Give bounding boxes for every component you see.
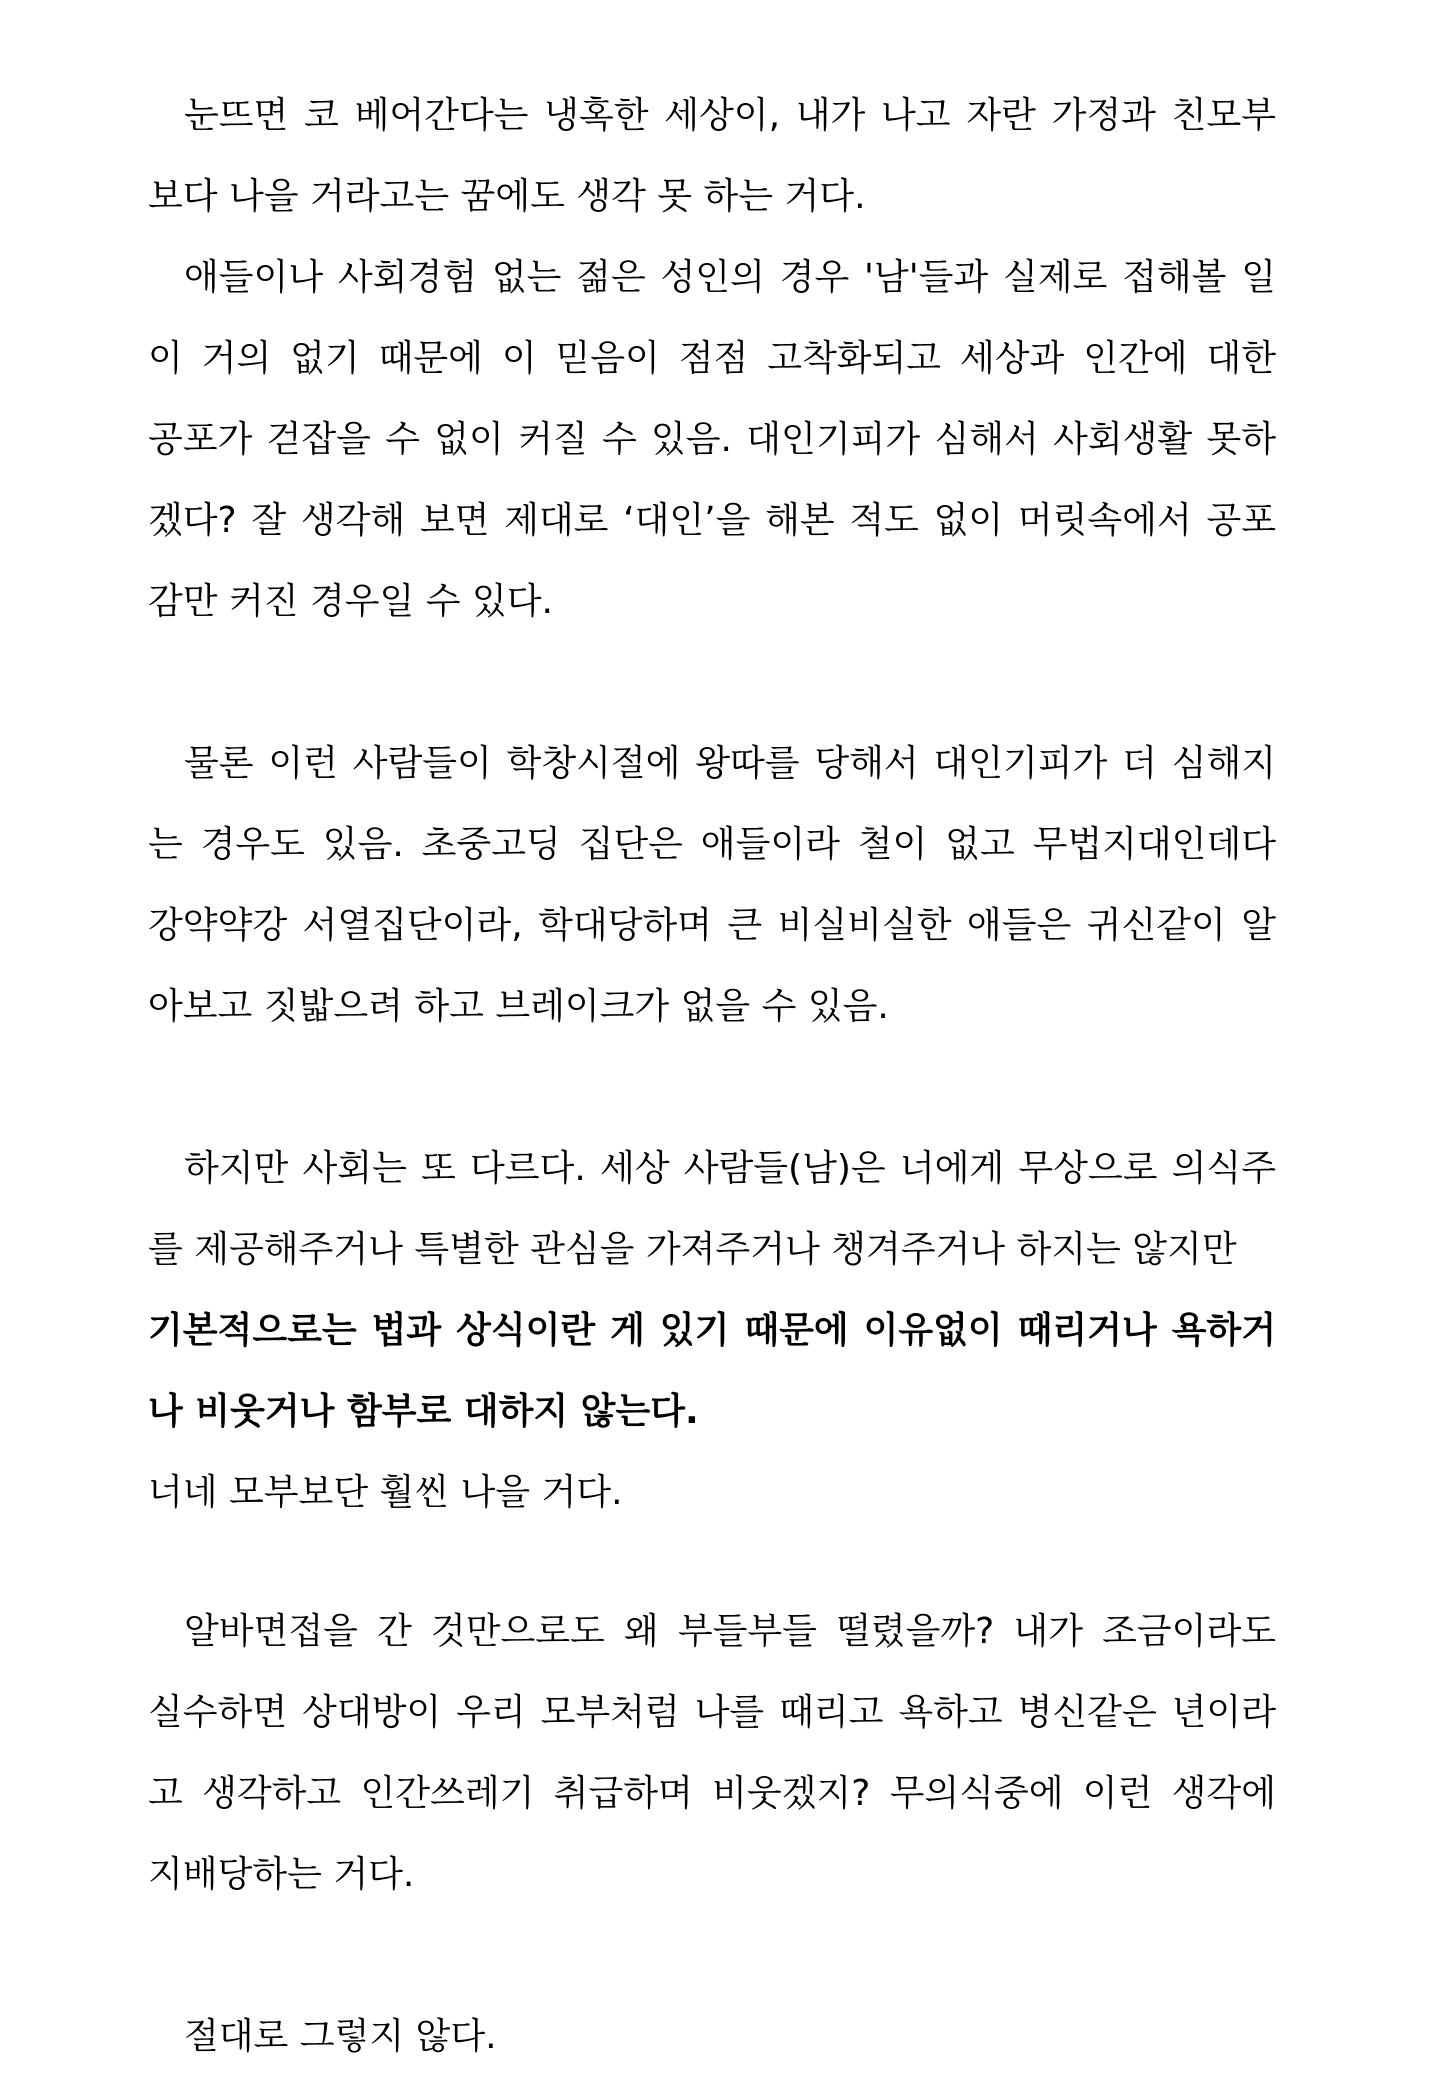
text-line: 실수하면 상대방이 우리 모부처럼 나를 때리고 욕하고 병신같은 년이라 xyxy=(148,1692,1276,1733)
text-line: 아보고 짓밟으려 하고 브레이크가 없을 수 있음. xyxy=(148,986,889,1027)
paragraph-6 xyxy=(148,2016,1276,2057)
text-line: 겠다? 잘 생각해 보면 제대로 ‘대인’을 해본 적도 없이 머릿속에서 공포 xyxy=(148,500,1276,541)
paragraph-spacer xyxy=(148,1070,1276,1151)
paragraph-spacer xyxy=(148,665,1276,746)
text-line: 공포가 걷잡을 수 없이 커질 수 있음. 대인기피가 심해서 사회생활 못하 xyxy=(148,419,1276,460)
paragraph-2 xyxy=(148,257,1276,622)
text-line: 이 거의 없기 때문에 이 믿음이 점점 고착화되고 세상과 인간에 대한 xyxy=(148,338,1276,379)
paragraph-spacer xyxy=(148,1938,1276,2019)
text-line: 하지만 사회는 또 다르다. 세상 사람들(남)은 너에게 무상으로 의식주 xyxy=(184,1148,1276,1189)
document-page xyxy=(148,95,1276,2100)
text-line: 보다 나을 거라고는 꿈에도 생각 못 하는 거다. xyxy=(148,176,866,217)
text-line: 강약약강 서열집단이라, 학대당하며 큰 비실비실한 애들은 귀신같이 알 xyxy=(148,905,1276,946)
emphasized-text-line: 나 비웃거나 함부로 대하지 않는다. xyxy=(148,1391,699,1432)
emphasized-text-line: 기본적으로는 법과 상식이란 게 있기 때문에 이유없이 때리거나 욕하거 xyxy=(148,1310,1276,1351)
text-line: 눈뜨면 코 베어간다는 냉혹한 세상이, 내가 나고 자란 가정과 친모부 xyxy=(184,95,1276,136)
paragraph-3 xyxy=(148,743,1276,1027)
paragraph-1 xyxy=(148,95,1276,217)
text-line: 지배당하는 거다. xyxy=(148,1854,415,1895)
text-line: 알바면접을 간 것만으로도 왜 부들부들 떨렸을까? 내가 조금이라도 xyxy=(184,1611,1276,1652)
text-line: 감만 커진 경우일 수 있다. xyxy=(148,581,553,622)
paragraph-4 xyxy=(148,1148,1276,1513)
text-line: 를 제공해주거나 특별한 관심을 가져주거나 챙겨주거나 하지는 않지만 xyxy=(148,1229,1237,1270)
paragraph-spacer xyxy=(148,1556,1276,1614)
text-line: 는 경우도 있음. 초중고딩 집단은 애들이라 철이 없고 무법지대인데다 xyxy=(148,824,1276,865)
text-line: 물론 이런 사람들이 학창시절에 왕따를 당해서 대인기피가 더 심해지 xyxy=(184,743,1276,784)
text-line: 고 생각하고 인간쓰레기 취급하며 비웃겠지? 무의식중에 이런 생각에 xyxy=(148,1773,1276,1814)
text-line: 절대로 그렇지 않다. xyxy=(184,2016,497,2057)
paragraph-5 xyxy=(148,1611,1276,1895)
text-line: 애들이나 사회경험 없는 젊은 성인의 경우 '남'들과 실제로 접해볼 일 xyxy=(184,257,1276,298)
text-line: 너네 모부보단 훨씬 나을 거다. xyxy=(148,1472,623,1513)
